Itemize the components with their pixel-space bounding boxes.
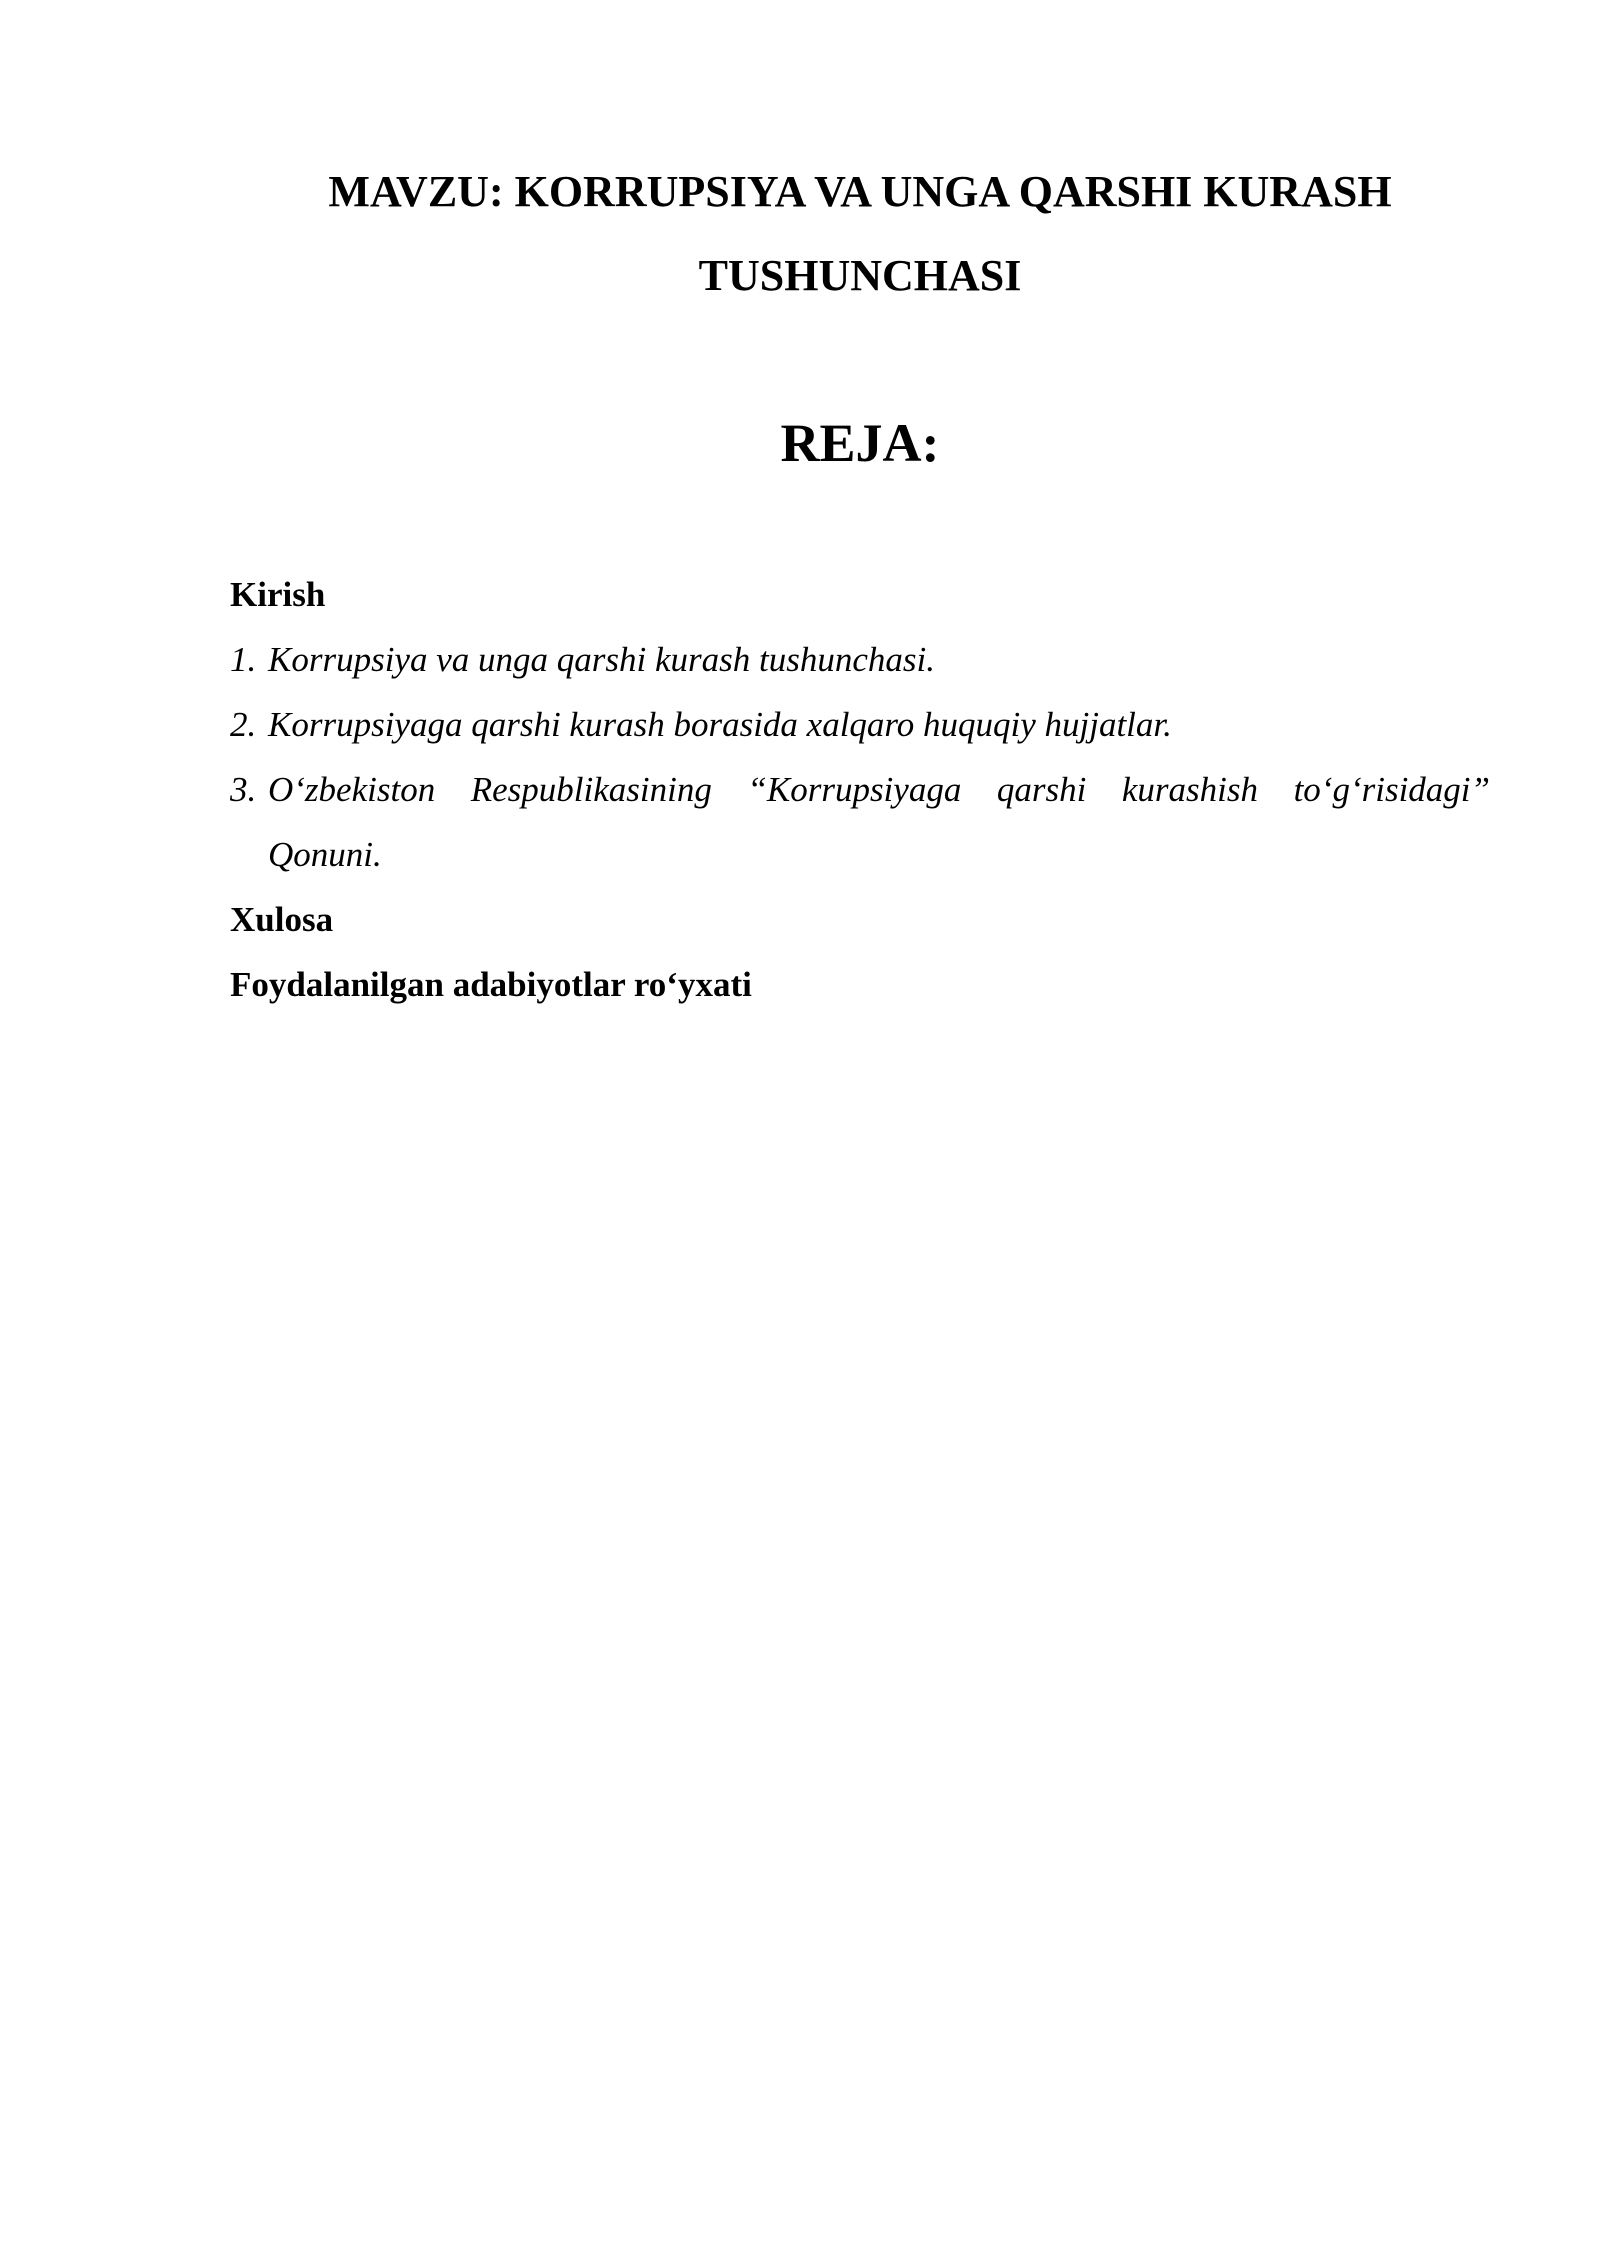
plan-item-text-line-1: O‘zbekiston Respublikasining “Korrupsiyaga qarshi kurashish to‘g‘risidagi”	[268, 770, 1490, 809]
plan-references: Foydalanilgan adabiyotlar ro‘yxati	[230, 965, 752, 1004]
plan-item-text-line-2: Qonuni.	[268, 835, 382, 874]
title-line-2: TUSHUNCHASI	[698, 251, 1022, 300]
plan-conclusion: Xulosa	[230, 900, 334, 939]
plan-items	[230, 627, 1490, 887]
plan-item-number: 2.	[230, 705, 257, 744]
plan-item	[230, 757, 1490, 887]
title-line-1: MAVZU: KORRUPSIYA VA UNGA QARSHI KURASH	[328, 167, 1392, 216]
document-title	[230, 150, 1490, 318]
plan-item	[230, 692, 1490, 757]
plan-item-text: Korrupsiyaga qarshi kurash borasida xalqaro huquqiy hujjatlar.	[268, 705, 1172, 744]
plan-intro: Kirish	[230, 575, 326, 614]
plan-item	[230, 627, 1490, 692]
plan-item-text: Korrupsiya va unga qarshi kurash tushunchasi.	[268, 640, 935, 679]
plan-list	[230, 562, 1490, 1017]
plan-heading: REJA:	[780, 413, 940, 473]
plan-item-number: 1.	[230, 640, 257, 679]
plan-item-number: 3.	[230, 770, 257, 809]
